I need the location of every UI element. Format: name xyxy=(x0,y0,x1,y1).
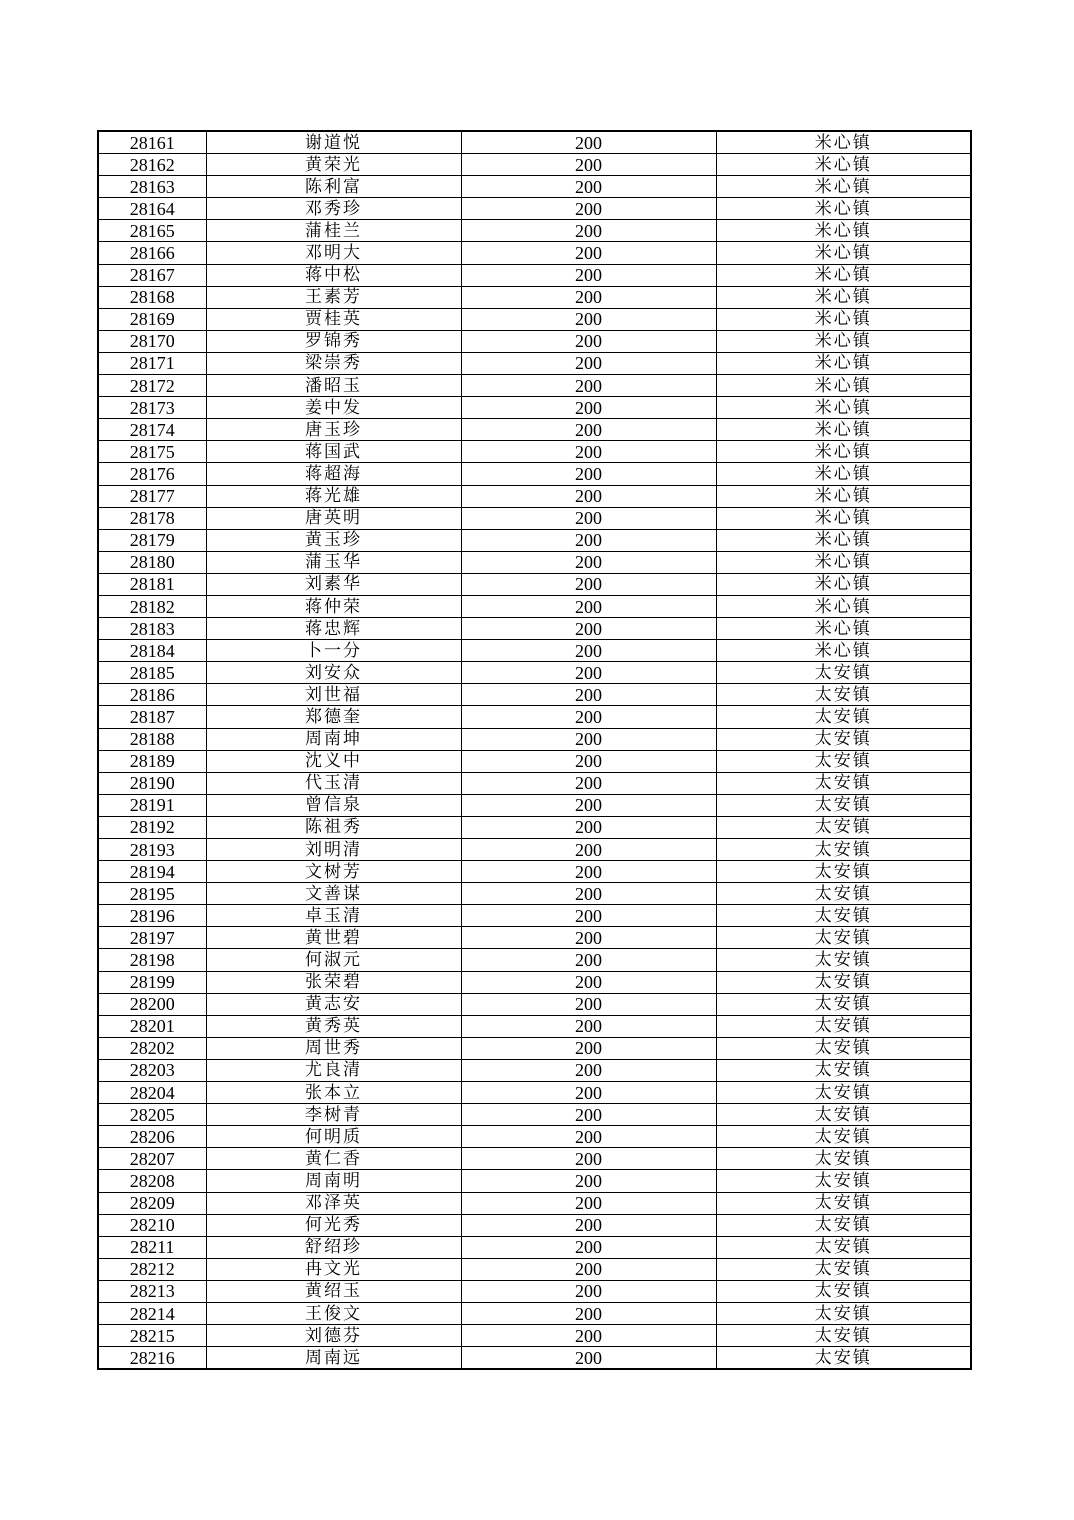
table-row xyxy=(98,485,971,507)
table-row xyxy=(98,529,971,551)
table-row xyxy=(98,1280,971,1302)
serial-number-cell: 28178 xyxy=(98,507,206,529)
table-row xyxy=(98,1015,971,1037)
name-cell: 刘德芬 xyxy=(206,1325,461,1347)
town-cell: 米心镇 xyxy=(716,441,971,463)
name-cell: 蒋中松 xyxy=(206,264,461,286)
town-cell: 太安镇 xyxy=(716,971,971,993)
name-cell: 周南远 xyxy=(206,1347,461,1370)
amount-cell: 200 xyxy=(461,308,716,330)
table-row xyxy=(98,839,971,861)
table-row xyxy=(98,640,971,662)
town-cell: 太安镇 xyxy=(716,1126,971,1148)
serial-number-cell: 28176 xyxy=(98,463,206,485)
town-cell: 太安镇 xyxy=(716,1192,971,1214)
town-cell: 米心镇 xyxy=(716,308,971,330)
amount-cell: 200 xyxy=(461,507,716,529)
name-cell: 冉文光 xyxy=(206,1258,461,1280)
amount-cell: 200 xyxy=(461,618,716,640)
table-row xyxy=(98,595,971,617)
table-row xyxy=(98,308,971,330)
name-cell: 邓明大 xyxy=(206,242,461,264)
amount-cell: 200 xyxy=(461,352,716,374)
table-row xyxy=(98,927,971,949)
town-cell: 米心镇 xyxy=(716,595,971,617)
name-cell: 文树芳 xyxy=(206,861,461,883)
name-cell: 蒲桂兰 xyxy=(206,220,461,242)
serial-number-cell: 28188 xyxy=(98,728,206,750)
serial-number-cell: 28201 xyxy=(98,1015,206,1037)
table-row xyxy=(98,794,971,816)
name-cell: 张本立 xyxy=(206,1082,461,1104)
town-cell: 米心镇 xyxy=(716,330,971,352)
name-cell: 唐玉珍 xyxy=(206,419,461,441)
town-cell: 太安镇 xyxy=(716,1325,971,1347)
serial-number-cell: 28171 xyxy=(98,352,206,374)
name-cell: 黄秀英 xyxy=(206,1015,461,1037)
town-cell: 米心镇 xyxy=(716,198,971,220)
table-row xyxy=(98,1148,971,1170)
name-cell: 舒绍珍 xyxy=(206,1236,461,1258)
town-cell: 米心镇 xyxy=(716,242,971,264)
serial-number-cell: 28175 xyxy=(98,441,206,463)
table-row xyxy=(98,242,971,264)
town-cell: 米心镇 xyxy=(716,286,971,308)
name-cell: 王俊文 xyxy=(206,1302,461,1324)
table-row xyxy=(98,1170,971,1192)
serial-number-cell: 28198 xyxy=(98,949,206,971)
serial-number-cell: 28184 xyxy=(98,640,206,662)
amount-cell: 200 xyxy=(461,242,716,264)
table-row xyxy=(98,264,971,286)
amount-cell: 200 xyxy=(461,1104,716,1126)
table-row xyxy=(98,1037,971,1059)
name-cell: 黄志安 xyxy=(206,993,461,1015)
name-cell: 蒋忠辉 xyxy=(206,618,461,640)
amount-cell: 200 xyxy=(461,286,716,308)
town-cell: 太安镇 xyxy=(716,706,971,728)
town-cell: 米心镇 xyxy=(716,485,971,507)
name-cell: 文善谋 xyxy=(206,883,461,905)
name-cell: 黄世碧 xyxy=(206,927,461,949)
amount-cell: 200 xyxy=(461,1236,716,1258)
name-cell: 黄仁香 xyxy=(206,1148,461,1170)
serial-number-cell: 28166 xyxy=(98,242,206,264)
table-row xyxy=(98,419,971,441)
name-cell: 蒋国武 xyxy=(206,441,461,463)
name-cell: 代玉清 xyxy=(206,772,461,794)
amount-cell: 200 xyxy=(461,573,716,595)
table-row xyxy=(98,1347,971,1370)
town-cell: 米心镇 xyxy=(716,507,971,529)
serial-number-cell: 28216 xyxy=(98,1347,206,1370)
table-row xyxy=(98,507,971,529)
serial-number-cell: 28174 xyxy=(98,419,206,441)
town-cell: 米心镇 xyxy=(716,176,971,198)
amount-cell: 200 xyxy=(461,441,716,463)
table-row xyxy=(98,573,971,595)
serial-number-cell: 28183 xyxy=(98,618,206,640)
serial-number-cell: 28209 xyxy=(98,1192,206,1214)
table-row xyxy=(98,397,971,419)
town-cell: 太安镇 xyxy=(716,1015,971,1037)
town-cell: 米心镇 xyxy=(716,352,971,374)
name-cell: 黄荣光 xyxy=(206,154,461,176)
amount-cell: 200 xyxy=(461,662,716,684)
town-cell: 米心镇 xyxy=(716,220,971,242)
amount-cell: 200 xyxy=(461,883,716,905)
serial-number-cell: 28180 xyxy=(98,551,206,573)
name-cell: 邓秀珍 xyxy=(206,198,461,220)
serial-number-cell: 28179 xyxy=(98,529,206,551)
town-cell: 太安镇 xyxy=(716,883,971,905)
serial-number-cell: 28211 xyxy=(98,1236,206,1258)
table-row xyxy=(98,750,971,772)
town-cell: 太安镇 xyxy=(716,662,971,684)
table-row xyxy=(98,861,971,883)
name-cell: 沈义中 xyxy=(206,750,461,772)
table-row xyxy=(98,949,971,971)
table-row xyxy=(98,993,971,1015)
serial-number-cell: 28207 xyxy=(98,1148,206,1170)
amount-cell: 200 xyxy=(461,1126,716,1148)
amount-cell: 200 xyxy=(461,1170,716,1192)
amount-cell: 200 xyxy=(461,131,716,154)
table-row xyxy=(98,286,971,308)
table-row xyxy=(98,198,971,220)
amount-cell: 200 xyxy=(461,971,716,993)
town-cell: 太安镇 xyxy=(716,839,971,861)
amount-cell: 200 xyxy=(461,1148,716,1170)
town-cell: 太安镇 xyxy=(716,1258,971,1280)
serial-number-cell: 28215 xyxy=(98,1325,206,1347)
name-cell: 刘安众 xyxy=(206,662,461,684)
serial-number-cell: 28196 xyxy=(98,905,206,927)
name-cell: 蒲玉华 xyxy=(206,551,461,573)
town-cell: 米心镇 xyxy=(716,264,971,286)
town-cell: 太安镇 xyxy=(716,1280,971,1302)
amount-cell: 200 xyxy=(461,1192,716,1214)
table-row xyxy=(98,662,971,684)
name-cell: 卓玉清 xyxy=(206,905,461,927)
name-cell: 蒋仲荣 xyxy=(206,595,461,617)
amount-cell: 200 xyxy=(461,529,716,551)
amount-cell: 200 xyxy=(461,154,716,176)
town-cell: 太安镇 xyxy=(716,816,971,838)
name-cell: 黄绍玉 xyxy=(206,1280,461,1302)
serial-number-cell: 28197 xyxy=(98,927,206,949)
serial-number-cell: 28202 xyxy=(98,1037,206,1059)
town-cell: 太安镇 xyxy=(716,1236,971,1258)
town-cell: 太安镇 xyxy=(716,1170,971,1192)
town-cell: 太安镇 xyxy=(716,772,971,794)
town-cell: 米心镇 xyxy=(716,375,971,397)
serial-number-cell: 28210 xyxy=(98,1214,206,1236)
amount-cell: 200 xyxy=(461,485,716,507)
serial-number-cell: 28161 xyxy=(98,131,206,154)
town-cell: 米心镇 xyxy=(716,573,971,595)
serial-number-cell: 28185 xyxy=(98,662,206,684)
amount-cell: 200 xyxy=(461,1037,716,1059)
table-row xyxy=(98,1126,971,1148)
amount-cell: 200 xyxy=(461,264,716,286)
amount-cell: 200 xyxy=(461,419,716,441)
table-row xyxy=(98,375,971,397)
name-cell: 李树青 xyxy=(206,1104,461,1126)
table-row xyxy=(98,551,971,573)
town-cell: 太安镇 xyxy=(716,728,971,750)
serial-number-cell: 28189 xyxy=(98,750,206,772)
serial-number-cell: 28187 xyxy=(98,706,206,728)
table-row xyxy=(98,816,971,838)
town-cell: 米心镇 xyxy=(716,640,971,662)
name-cell: 罗锦秀 xyxy=(206,330,461,352)
name-cell: 陈利富 xyxy=(206,176,461,198)
serial-number-cell: 28167 xyxy=(98,264,206,286)
serial-number-cell: 28190 xyxy=(98,772,206,794)
table-row xyxy=(98,220,971,242)
amount-cell: 200 xyxy=(461,1325,716,1347)
data-table xyxy=(97,130,972,1370)
table-row xyxy=(98,905,971,927)
name-cell: 蒋超海 xyxy=(206,463,461,485)
table-row xyxy=(98,883,971,905)
serial-number-cell: 28194 xyxy=(98,861,206,883)
name-cell: 姜中发 xyxy=(206,397,461,419)
name-cell: 刘素华 xyxy=(206,573,461,595)
table-row xyxy=(98,463,971,485)
town-cell: 米心镇 xyxy=(716,154,971,176)
serial-number-cell: 28164 xyxy=(98,198,206,220)
amount-cell: 200 xyxy=(461,861,716,883)
table-row xyxy=(98,1236,971,1258)
town-cell: 太安镇 xyxy=(716,1059,971,1081)
name-cell: 陈祖秀 xyxy=(206,816,461,838)
amount-cell: 200 xyxy=(461,1258,716,1280)
amount-cell: 200 xyxy=(461,1214,716,1236)
name-cell: 曾信泉 xyxy=(206,794,461,816)
town-cell: 太安镇 xyxy=(716,750,971,772)
name-cell: 卜一分 xyxy=(206,640,461,662)
table-row xyxy=(98,1059,971,1081)
amount-cell: 200 xyxy=(461,839,716,861)
amount-cell: 200 xyxy=(461,949,716,971)
serial-number-cell: 28195 xyxy=(98,883,206,905)
amount-cell: 200 xyxy=(461,1082,716,1104)
amount-cell: 200 xyxy=(461,220,716,242)
town-cell: 太安镇 xyxy=(716,794,971,816)
serial-number-cell: 28186 xyxy=(98,684,206,706)
serial-number-cell: 28212 xyxy=(98,1258,206,1280)
table-row xyxy=(98,352,971,374)
town-cell: 米心镇 xyxy=(716,131,971,154)
serial-number-cell: 28193 xyxy=(98,839,206,861)
town-cell: 米心镇 xyxy=(716,397,971,419)
town-cell: 太安镇 xyxy=(716,1302,971,1324)
town-cell: 太安镇 xyxy=(716,1148,971,1170)
town-cell: 太安镇 xyxy=(716,1347,971,1370)
town-cell: 太安镇 xyxy=(716,949,971,971)
amount-cell: 200 xyxy=(461,1015,716,1037)
serial-number-cell: 28168 xyxy=(98,286,206,308)
table-row xyxy=(98,131,971,154)
name-cell: 刘明清 xyxy=(206,839,461,861)
serial-number-cell: 28191 xyxy=(98,794,206,816)
serial-number-cell: 28169 xyxy=(98,308,206,330)
table-row xyxy=(98,441,971,463)
amount-cell: 200 xyxy=(461,993,716,1015)
name-cell: 贾桂英 xyxy=(206,308,461,330)
table-row xyxy=(98,1302,971,1324)
town-cell: 米心镇 xyxy=(716,618,971,640)
serial-number-cell: 28199 xyxy=(98,971,206,993)
name-cell: 周南明 xyxy=(206,1170,461,1192)
table-row xyxy=(98,971,971,993)
serial-number-cell: 28163 xyxy=(98,176,206,198)
amount-cell: 200 xyxy=(461,1302,716,1324)
name-cell: 梁崇秀 xyxy=(206,352,461,374)
town-cell: 太安镇 xyxy=(716,993,971,1015)
amount-cell: 200 xyxy=(461,1347,716,1370)
amount-cell: 200 xyxy=(461,794,716,816)
table-body xyxy=(98,131,971,1369)
table-row xyxy=(98,706,971,728)
serial-number-cell: 28170 xyxy=(98,330,206,352)
serial-number-cell: 28213 xyxy=(98,1280,206,1302)
name-cell: 张荣碧 xyxy=(206,971,461,993)
serial-number-cell: 28205 xyxy=(98,1104,206,1126)
table-row xyxy=(98,684,971,706)
name-cell: 郑德奎 xyxy=(206,706,461,728)
name-cell: 潘昭玉 xyxy=(206,375,461,397)
name-cell: 唐英明 xyxy=(206,507,461,529)
town-cell: 米心镇 xyxy=(716,529,971,551)
serial-number-cell: 28206 xyxy=(98,1126,206,1148)
serial-number-cell: 28173 xyxy=(98,397,206,419)
serial-number-cell: 28203 xyxy=(98,1059,206,1081)
serial-number-cell: 28182 xyxy=(98,595,206,617)
name-cell: 刘世福 xyxy=(206,684,461,706)
town-cell: 太安镇 xyxy=(716,1214,971,1236)
table-row xyxy=(98,1214,971,1236)
name-cell: 邓泽英 xyxy=(206,1192,461,1214)
name-cell: 尤良清 xyxy=(206,1059,461,1081)
serial-number-cell: 28165 xyxy=(98,220,206,242)
table-row xyxy=(98,728,971,750)
town-cell: 米心镇 xyxy=(716,463,971,485)
town-cell: 太安镇 xyxy=(716,1104,971,1126)
amount-cell: 200 xyxy=(461,595,716,617)
amount-cell: 200 xyxy=(461,551,716,573)
name-cell: 何淑元 xyxy=(206,949,461,971)
table-row xyxy=(98,1192,971,1214)
table-row xyxy=(98,1258,971,1280)
amount-cell: 200 xyxy=(461,772,716,794)
amount-cell: 200 xyxy=(461,905,716,927)
serial-number-cell: 28177 xyxy=(98,485,206,507)
town-cell: 太安镇 xyxy=(716,684,971,706)
name-cell: 黄玉珍 xyxy=(206,529,461,551)
name-cell: 蒋光雄 xyxy=(206,485,461,507)
amount-cell: 200 xyxy=(461,927,716,949)
serial-number-cell: 28181 xyxy=(98,573,206,595)
amount-cell: 200 xyxy=(461,198,716,220)
name-cell: 王素芳 xyxy=(206,286,461,308)
name-cell: 何光秀 xyxy=(206,1214,461,1236)
table-row xyxy=(98,330,971,352)
amount-cell: 200 xyxy=(461,728,716,750)
town-cell: 太安镇 xyxy=(716,905,971,927)
amount-cell: 200 xyxy=(461,706,716,728)
serial-number-cell: 28200 xyxy=(98,993,206,1015)
serial-number-cell: 28204 xyxy=(98,1082,206,1104)
table-row xyxy=(98,176,971,198)
serial-number-cell: 28208 xyxy=(98,1170,206,1192)
serial-number-cell: 28192 xyxy=(98,816,206,838)
serial-number-cell: 28214 xyxy=(98,1302,206,1324)
town-cell: 米心镇 xyxy=(716,551,971,573)
amount-cell: 200 xyxy=(461,640,716,662)
amount-cell: 200 xyxy=(461,816,716,838)
name-cell: 何明质 xyxy=(206,1126,461,1148)
table-row xyxy=(98,1104,971,1126)
table-row xyxy=(98,772,971,794)
name-cell: 周世秀 xyxy=(206,1037,461,1059)
amount-cell: 200 xyxy=(461,684,716,706)
name-cell: 谢道悦 xyxy=(206,131,461,154)
amount-cell: 200 xyxy=(461,1280,716,1302)
amount-cell: 200 xyxy=(461,330,716,352)
amount-cell: 200 xyxy=(461,1059,716,1081)
serial-number-cell: 28162 xyxy=(98,154,206,176)
serial-number-cell: 28172 xyxy=(98,375,206,397)
amount-cell: 200 xyxy=(461,463,716,485)
table-row xyxy=(98,154,971,176)
amount-cell: 200 xyxy=(461,176,716,198)
amount-cell: 200 xyxy=(461,375,716,397)
town-cell: 太安镇 xyxy=(716,861,971,883)
table-row xyxy=(98,618,971,640)
table-row xyxy=(98,1082,971,1104)
town-cell: 太安镇 xyxy=(716,1082,971,1104)
town-cell: 太安镇 xyxy=(716,1037,971,1059)
amount-cell: 200 xyxy=(461,397,716,419)
table-row xyxy=(98,1325,971,1347)
name-cell: 周南坤 xyxy=(206,728,461,750)
town-cell: 太安镇 xyxy=(716,927,971,949)
town-cell: 米心镇 xyxy=(716,419,971,441)
amount-cell: 200 xyxy=(461,750,716,772)
